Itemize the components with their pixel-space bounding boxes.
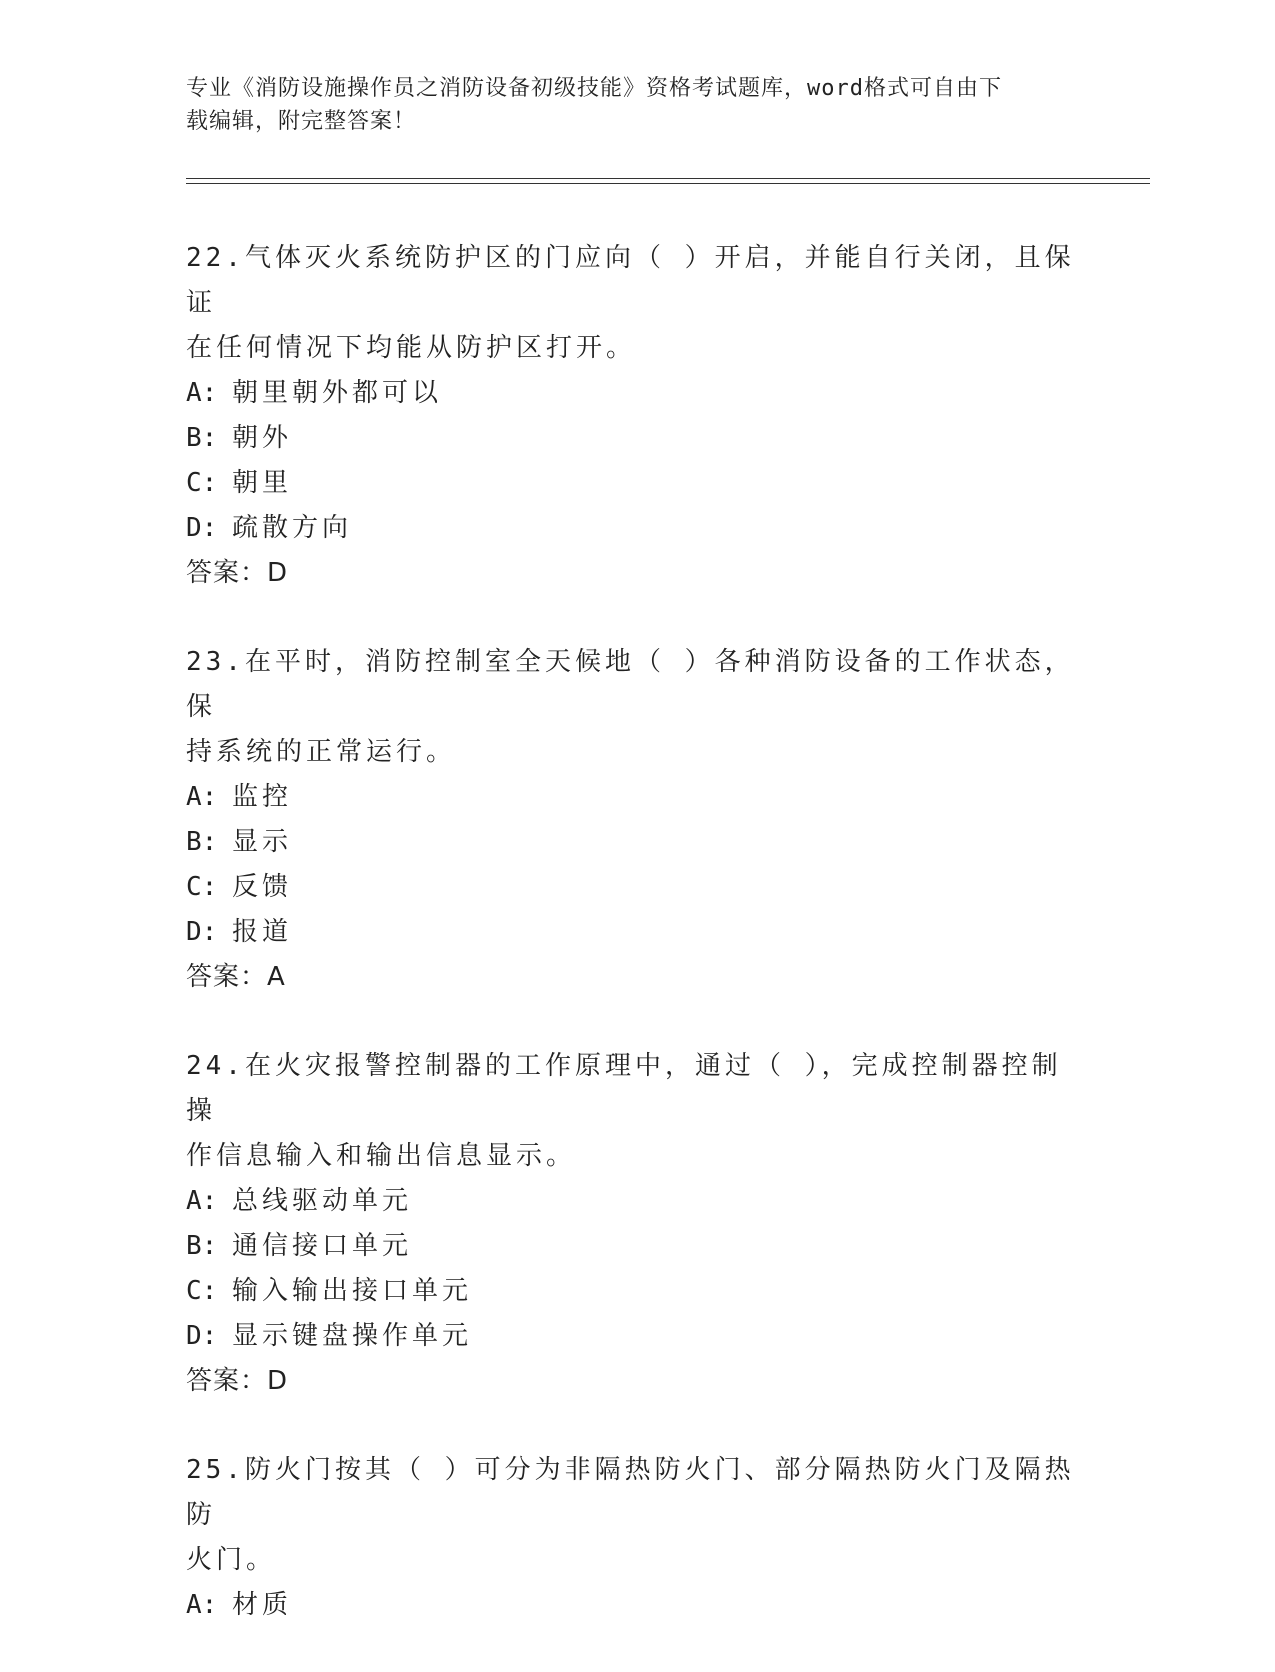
question-22	[186, 236, 1086, 596]
question-25	[186, 1448, 1086, 1628]
option-d	[186, 506, 1086, 551]
option-text: 通信接口单元	[232, 1231, 413, 1261]
question-stem	[186, 640, 1086, 775]
option-text: 监控	[232, 782, 293, 812]
stem-line: 在任何情况下均能从防护区打开。	[186, 333, 637, 363]
question-list	[186, 236, 1086, 1672]
option-text: 显示	[232, 827, 293, 857]
option-letter: A:	[186, 378, 218, 408]
stem-line: 23.在平时，消防控制室全天候地（ ）各种消防设备的工作状态，保	[186, 647, 1075, 722]
option-letter: B:	[186, 423, 218, 453]
option-c	[186, 1269, 1086, 1314]
answer: 答案：D	[186, 558, 289, 588]
stem-line: 火门。	[186, 1545, 277, 1575]
stem-line: 24.在火灾报警控制器的工作原理中，通过（ ），完成控制器控制操	[186, 1051, 1062, 1126]
option-d	[186, 910, 1086, 955]
option-letter: D:	[186, 1321, 218, 1351]
option-b	[186, 1224, 1086, 1269]
header-divider-top	[186, 178, 1150, 179]
option-c	[186, 461, 1086, 506]
option-letter: B:	[186, 827, 218, 857]
option-letter: B:	[186, 1231, 218, 1261]
option-text: 疏散方向	[232, 513, 353, 543]
stem-line: 25.防火门按其（ ）可分为非隔热防火门、部分隔热防火门及隔热防	[186, 1455, 1075, 1530]
option-b	[186, 820, 1086, 865]
question-24	[186, 1044, 1086, 1404]
option-letter: A:	[186, 782, 218, 812]
option-text: 总线驱动单元	[232, 1186, 413, 1216]
option-letter: C:	[186, 1276, 218, 1306]
option-d	[186, 1314, 1086, 1359]
option-a	[186, 371, 1086, 416]
question-stem	[186, 236, 1086, 371]
question-stem	[186, 1044, 1086, 1179]
answer: 答案：D	[186, 1366, 289, 1396]
option-text: 报道	[232, 917, 293, 947]
option-text: 材质	[232, 1590, 293, 1620]
option-letter: C:	[186, 468, 218, 498]
option-text: 反馈	[232, 872, 293, 902]
header-divider-bottom	[186, 183, 1150, 184]
header-line-1: 专业《消防设施操作员之消防设备初级技能》资格考试题库，word格式可自由下	[186, 76, 1002, 101]
option-a	[186, 1583, 1086, 1628]
option-text: 朝外	[232, 423, 293, 453]
option-text: 输入输出接口单元	[232, 1276, 473, 1306]
option-letter: D:	[186, 917, 218, 947]
option-a	[186, 1179, 1086, 1224]
option-c	[186, 865, 1086, 910]
option-text: 朝里	[232, 468, 293, 498]
stem-line: 持系统的正常运行。	[186, 737, 457, 767]
option-letter: C:	[186, 872, 218, 902]
option-letter: D:	[186, 513, 218, 543]
question-23	[186, 640, 1086, 1000]
option-text: 朝里朝外都可以	[232, 378, 443, 408]
option-a	[186, 775, 1086, 820]
answer: 答案：A	[186, 962, 286, 992]
header-line-2: 载编辑，附完整答案！	[186, 109, 417, 134]
option-text: 显示键盘操作单元	[232, 1321, 473, 1351]
option-b	[186, 416, 1086, 461]
document-header	[186, 72, 1066, 138]
stem-line: 作信息输入和输出信息显示。	[186, 1141, 577, 1171]
question-stem	[186, 1448, 1086, 1583]
stem-line: 22.气体灭火系统防护区的门应向（ ）开启，并能自行关闭，且保证	[186, 243, 1075, 318]
option-letter: A:	[186, 1186, 218, 1216]
option-letter: A:	[186, 1590, 218, 1620]
